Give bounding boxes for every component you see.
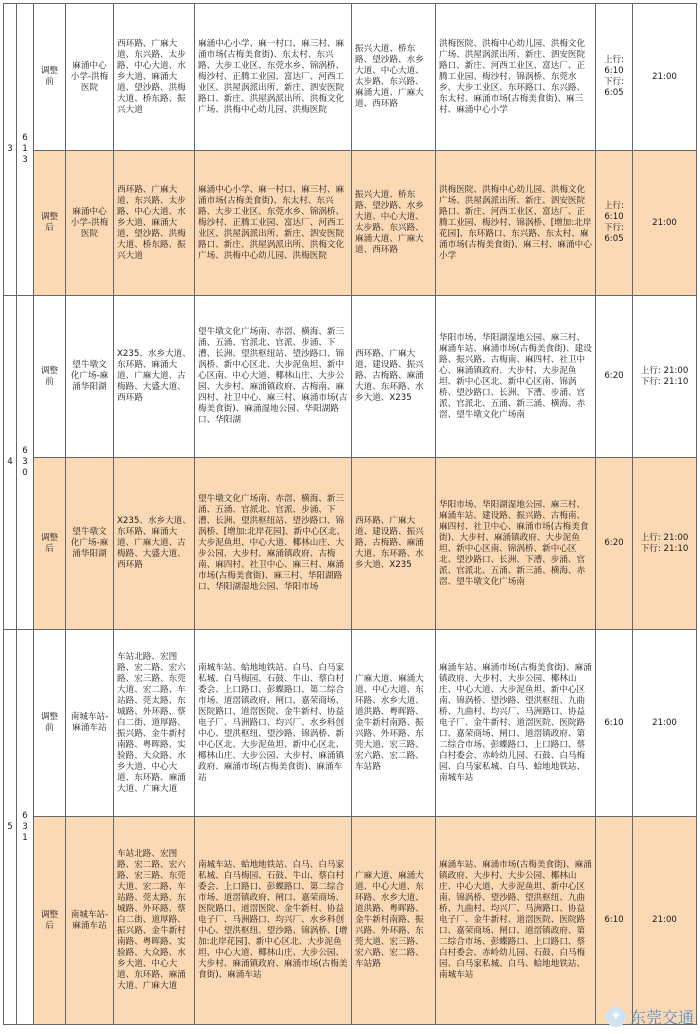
stops-up: 望牛墩文化广场南、赤滘、横海、新三涌、五涌、官派北、官派、步涌、下漕、长洲、望洪枢纽站、望沙路口、锦涡桥、[增加:北岸花园]、新中心区北、大步泥鱼坦、中心大道、椰林山庄、大步公园、大步村、麻涌镇政府、古梅南、麻四村、社卫中心、麻三村、麻涌市场(古梅美食街)、麻三村、华阳湖路口、华阳湖湿地公园、华阳市场 [195,458,352,630]
first-bus: 6:10 [596,817,633,1025]
stage-label: 调整前 [34,296,66,458]
route-name: 南城车站-麻涌车站 [66,817,114,1025]
bus-route-table [3,3,697,1025]
stops-up: 南城车站、蛤地地铁站、白马、白马家私城、白马梅园、石鼓、牛山、蔡白村委会、上口路口、彭蝶路口、第二综合市场、道滘镇政府、闸口、嘉荣商场、医院路口、道滘医院、金牛新村、协益电子厂、马洲路口、均兴厂、水乡科创中心、望洪枢纽、望沙路、锦涡桥、新中心区北、大步泥鱼坦、新中心区北、椰林山庄、大步公园、大步村、麻涌镇政府、麻涌市场(古梅美食街)、麻涌车站 [195,630,352,817]
route-down: 西环路、广麻大道、建设路、振兴路、古梅路、麻涌大道、东环路、水乡大道、X235 [352,458,436,630]
route-name: 望牛墩文化广场-麻涌华阳湖 [66,296,114,458]
last-bus: 上行: 21:00 下行: 21:10 [633,458,697,630]
row-index: 4 [4,296,17,630]
row-index: 5 [4,630,17,1025]
table-row [4,4,697,151]
route-down: 广麻大道、麻涌大道、中心大道、东环路、水乡大道、道洪路、粤晖路、金牛新村南路、振兴路、外环路、东莞大道、宏三路、宏六路、宏二路、车站路 [352,817,436,1025]
wechat-logo-icon: ✦ [606,1007,626,1027]
last-bus: 21:00 [633,817,697,1025]
route-name: 望牛墩文化广场-麻涌华阳湖 [66,458,114,630]
stops-down: 华阳市场、华阳湖湿地公园、麻三村、麻涌车站、建设路、振兴路、古梅南、麻四村、社卫中心、麻涌市场(古梅美食街)、大步村、麻涌镇政府、大步泥鱼坦、新中心区南、锦涡桥、新中心区北、望沙路口、长洲、下漕、步涌、官派、官派北、五涌、新三涌、横海、赤滘、望牛墩文化广场南 [436,458,596,630]
route-up: 车站北路、宏图路、宏二路、宏六路、宏三路、东莞大道、宏二路、车站路、莞太路、东城路、外环路、蔡白二街、道厚路、振兴路、金牛新村南路、粤晖路、实验路、大众路、水乡大道、中心大道、东环路、麻涌大道、广麻大道 [114,817,195,1025]
table-row [4,817,697,1025]
line-number: 613 [17,4,34,296]
stops-up: 麻涌中心小学、麻一村口、麻三村、麻涌市场(古梅美食街)、东太村、东兴路、大步工业区、东莞水乡、锦涡桥、梅沙村、正腾工业园、富达厂、河西工业区、洪屋涡派出所、新庄、泗安医院路口、新庄、洪屋涡派出所、洪梅文化广场、洪梅中心幼儿园、洪梅医院 [195,151,352,296]
route-down: 振兴大道、桥东路、望沙路、水乡大道、中心大道、太步路、东兴路、麻涌大道、广麻大道、西环路 [352,4,436,151]
stage-label: 调整后 [34,817,66,1025]
route-up: X235、水乡大道、东环路、麻涌大道、广麻大道、古梅路、大盛大道、西环路 [114,458,195,630]
first-bus: 6:20 [596,296,633,458]
route-down: 广麻大道、麻涌大道、中心大道、东环路、水乡大道、道洪路、粤晖路、金牛新村南路、振兴路、外环路、东莞大道、宏三路、宏六路、宏二路、车站路 [352,630,436,817]
stage-label: 调整前 [34,4,66,151]
watermark [606,1005,694,1028]
stops-down: 华阳市场、华阳湖湿地公园、麻三村、麻涌车站、麻涌市场(古梅美食街)、建设路、振兴路、古梅南、麻四村、社卫中心、麻涌镇政府、大步村、大步泥鱼坦、新中心区北、新中心区南、锦涡桥、望沙路口、长洲、下漕、步涌、官派、官派北、五涌、新三涌、横海、赤滘、望牛墩文化广场南 [436,296,596,458]
route-up: 车站北路、宏图路、宏二路、宏六路、宏三路、东莞大道、宏二路、车站路、莞太路、东城路、外环路、蔡白二街、道厚路、振兴路、金牛新村南路、粤晖路、实验路、大众路、水乡大道、中心大道、东环路、麻涌大道、广麻大道 [114,630,195,817]
stage-label: 调整后 [34,458,66,630]
route-down: 振兴大道、桥东路、望沙路、水乡大道、中心大道、太步路、东兴路、麻涌大道、广麻大道、西环路 [352,151,436,296]
last-bus: 21:00 [633,151,697,296]
first-bus: 6:10 [596,630,633,817]
stops-up: 南城车站、蛤地地铁站、白马、白马家私城、白马梅园、石鼓、牛山、蔡白村委会、上口路口、彭蝶路口、第二综合市场、道滘镇政府、闸口、嘉荣商场、医院路口、道滘医院、金牛新村、协益电子厂、马洲路口、均兴厂、水乡科创中心、望洪枢纽、望沙路、锦涡桥、[增加:北岸花园]、新中心区北、大步泥鱼坦、中心大道、椰林山庄、大步公园、大步村、麻涌镇政府、麻涌市场(古梅美食街)、麻涌车站 [195,817,352,1025]
route-up: X235、水乡大道、东环路、麻涌大道、广麻大道、古梅路、大盛大道、西环路 [114,296,195,458]
last-bus: 21:00 [633,630,697,817]
line-number: 631 [17,630,34,1025]
last-bus: 上行: 21:00 下行: 21:10 [633,296,697,458]
route-name: 麻涌中心小学-洪梅医院 [66,4,114,151]
stops-down: 洪梅医院、洪梅中心幼儿园、洪梅文化广场、洪屋涡派出所、新庄、泗安医院路口、新庄、河西工业区、富达厂、正腾工业园、梅沙村、锦涡桥、东莞水乡、大步工业区、东环路口、东兴路、东太村、麻涌市场(古梅美食街)、麻三村、麻涌中心小学 [436,4,596,151]
table-row [4,151,697,296]
first-bus: 上行: 6:10 下行: 6:05 [596,4,633,151]
first-bus: 上行: 6:10 下行: 6:05 [596,151,633,296]
stops-down: 麻涌车站、麻涌市场(古梅美食街)、麻涌镇政府、大步村、大步公园、椰林山庄、中心大道、大步泥鱼坦、新中心区南、锦涡桥、望沙路、望洪枢纽、九曲桥、九曲村、均兴厂、马洲路口、协益电子厂、金牛新村、道滘医院、医院路口、嘉荣商场、闸口、道滘镇政府、第二综合市场、彭蝶路口、上口路口、蔡白村委会、赤岭幼儿园、石鼓、白马梅园、白马家私城、白马、蛤地地铁站、南城车站 [436,630,596,817]
table-row [4,630,697,817]
watermark-text: 东莞交通 [629,1008,694,1027]
stops-down: 麻涌车站、麻涌市场(古梅美食街)、麻涌镇政府、大步村、大步公园、椰林山庄、中心大道、大步泥鱼坦、新中心区南、锦涡桥、望沙路、望洪枢纽、九曲桥、九曲村、均兴厂、马洲路口、协益电子厂、金牛新村、道滘医院、医院路口、嘉荣商场、闸口、道滘镇政府、第二综合市场、彭蝶路口、上口路口、蔡白村委会、赤岭幼儿园、石鼓、白马梅园、白马家私城、白马、蛤地地铁站、南城车站 [436,817,596,1025]
route-name: 南城车站-麻涌车站 [66,630,114,817]
route-name: 麻涌中心小学-洪梅医院 [66,151,114,296]
stage-label: 调整前 [34,630,66,817]
route-up: 西环路、广麻大道、东兴路、太步路、中心大道、水乡大道、麻涌大道、望沙路、洪梅大道、桥东路、振兴大道 [114,4,195,151]
table-row [4,296,697,458]
line-number: 630 [17,296,34,630]
stage-label: 调整后 [34,151,66,296]
route-up: 西环路、广麻大道、东兴路、太步路、中心大道、水乡大道、麻涌大道、望沙路、洪梅大道、桥东路、振兴大道 [114,151,195,296]
last-bus: 21:00 [633,4,697,151]
stops-down: 洪梅医院、洪梅中心幼儿园、洪梅文化广场、洪屋涡派出所、新庄、泗安医院路口、新庄、河西工业区、富达厂、正腾工业园、梅沙村、锦涡桥、[增加:北岸花园]、东环路口、东兴路、东太村、麻涌市场(古梅美食街)、麻三村、麻涌中心小学 [436,151,596,296]
route-down: 西环路、广麻大道、建设路、振兴路、古梅路、麻涌大道、东环路、水乡大道、X235 [352,296,436,458]
first-bus: 6:20 [596,458,633,630]
row-index: 3 [4,4,17,296]
stops-up: 望牛墩文化广场南、赤滘、横海、新三涌、五涌、官派北、官派、步涌、下漕、长洲、望洪枢纽站、望沙路口、锦涡桥、新中心区北、大步泥鱼坦、新中心区南、中心大道、椰林山庄、大步公园、大步村、麻涌镇政府、古梅南、麻四村、社卫中心、麻三村、麻涌市场(古梅美食街)、麻涌湿地公园、华阳湖路口、华阳湖 [195,296,352,458]
table-row [4,458,697,630]
stops-up: 麻涌中心小学、麻一村口、麻三村、麻涌市场(古梅美食街)、东太村、东兴路、大步工业区、东莞水乡、锦涡桥、梅沙村、正腾工业园、富达厂、河西工业区、洪屋涡派出所、新庄、泗安医院路口、新庄、洪屋涡派出所、洪梅文化广场、洪梅中心幼儿园、洪梅医院 [195,4,352,151]
